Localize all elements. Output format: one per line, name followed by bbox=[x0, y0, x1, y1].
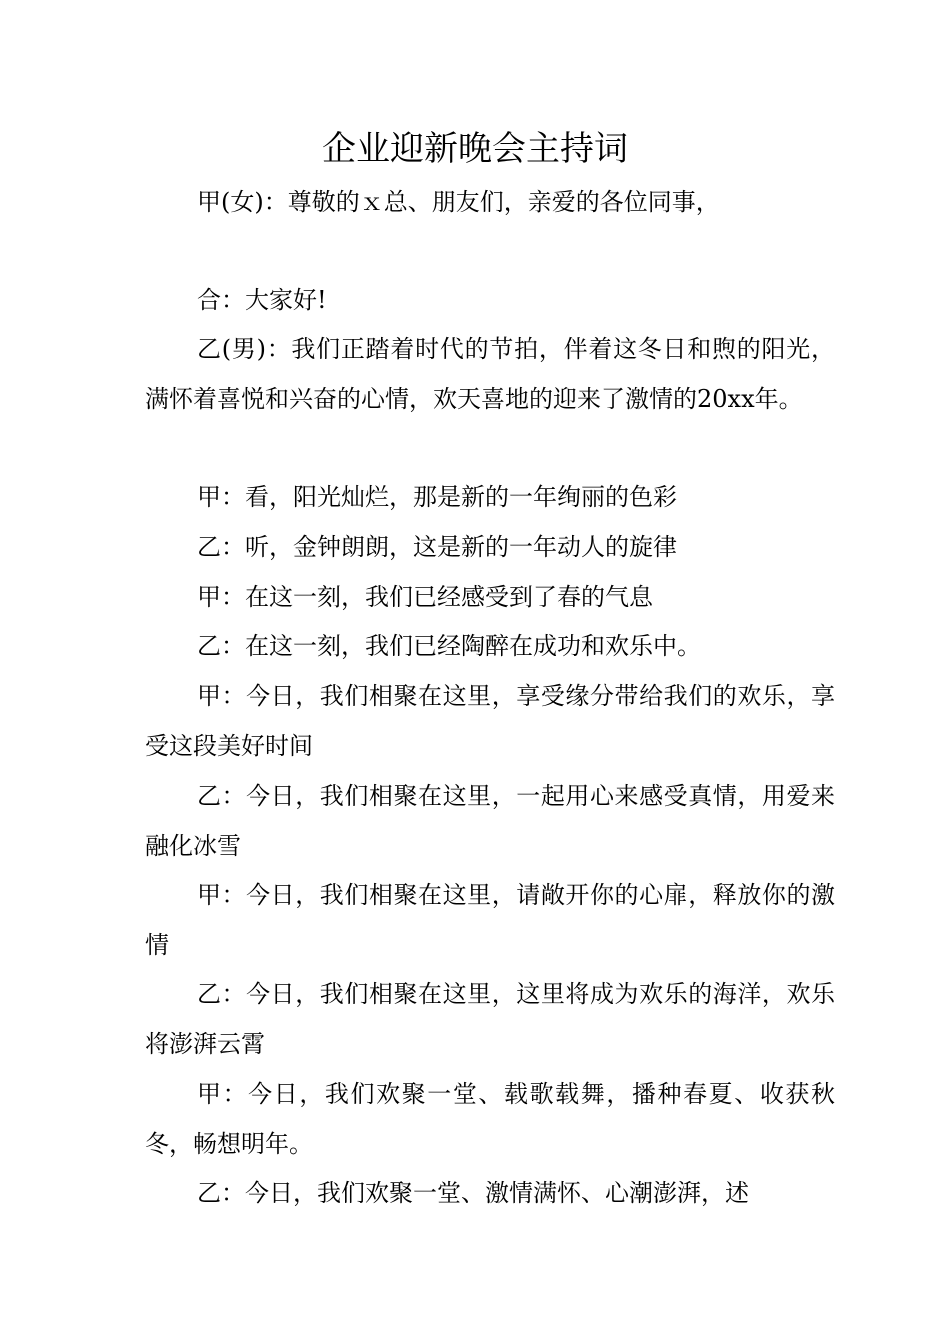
paragraph: 甲：今日，我们相聚在这里，享受缘分带给我们的欢乐，享受这段美好时间 bbox=[145, 682, 835, 760]
paragraph: 乙：今日，我们欢聚一堂、激情满怀、心潮澎湃，述 bbox=[197, 1179, 749, 1207]
paragraph: 乙：今日，我们相聚在这里，一起用心来感受真情，用爱来融化冰雪 bbox=[145, 782, 835, 860]
paragraph-greeting: 甲(女)：尊敬的ｘ总、朋友们，亲爱的各位同事， bbox=[197, 188, 720, 216]
paragraph: 乙：在这一刻，我们已经陶醉在成功和欢乐中。 bbox=[197, 632, 701, 660]
paragraph: 甲：看，阳光灿烂，那是新的一年绚丽的色彩 bbox=[197, 483, 677, 511]
paragraph: 甲：今日，我们相聚在这里，请敞开你的心扉，释放你的激情 bbox=[145, 881, 835, 959]
paragraph: 乙：听，金钟朗朗，这是新的一年动人的旋律 bbox=[197, 533, 677, 561]
document-title: 企业迎新晚会主持词 bbox=[322, 129, 628, 169]
paragraph: 甲：今日，我们欢聚一堂、载歌载舞，播种春夏、收获秋冬，畅想明年。 bbox=[145, 1080, 835, 1158]
paragraph: 甲：在这一刻，我们已经感受到了春的气息 bbox=[197, 583, 653, 611]
paragraph: 乙(男)：我们正踏着时代的节拍，伴着这冬日和煦的阳光，满怀着喜悦和兴奋的心情，欢天喜地的迎来了激情的20xx年。 bbox=[145, 335, 835, 413]
paragraph-together: 合：大家好! bbox=[197, 286, 327, 314]
paragraph: 乙：今日，我们相聚在这里，这里将成为欢乐的海洋，欢乐将澎湃云霄 bbox=[145, 980, 835, 1058]
